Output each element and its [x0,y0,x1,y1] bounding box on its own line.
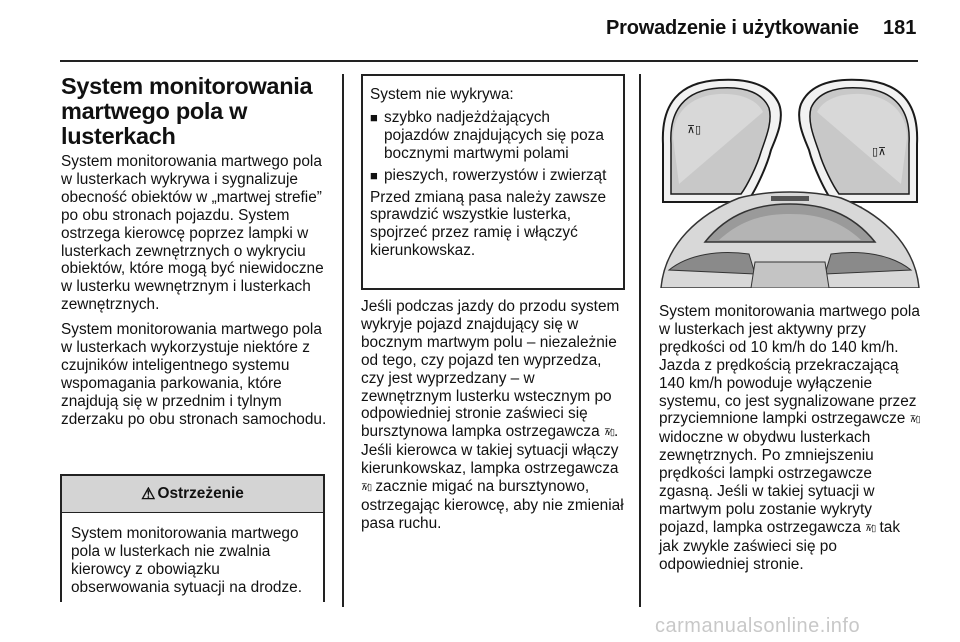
text-run: zacznie migać na bursztynowo, ostrzegając kierowcę, aby nie zmieniał pasa ruchu. [361,478,624,532]
bullet-icon: ■ [370,167,378,183]
info-box-intro: System nie wykrywa: [370,86,514,103]
blind-spot-warning-icon: ⊼⁄▯ [865,522,876,533]
list-item-text: pieszych, rowerzystów i zwierząt [384,166,607,184]
column-divider-1 [342,74,344,607]
section-paragraph-1: System monitorowania martwego pola w lusterkach wykrywa i sygnalizuje obecność obiektów w „martwej strefie” po obu stronach pojazdu. System ostrzega kierowcę poprzez lampki w lusterkach zewnętrznych o wykryciu obiektów, które mogą być niewidoczne w lusterku wewnętrznym i lusterkach zewnętrznych. [61,153,324,314]
info-box-note: Przed zmianą pasa należy zawsze sprawdzić wszystkie lusterka, spojrzeć przez ramię i włączyć kierunkowskaz. [370,188,607,260]
section-title: System monitorowania martwego pola w lusterkach [61,73,313,149]
text-run: Jeśli podczas jazdy do przodu system wykryje pojazd znajdujący się w bocznym martwym polu – niezależnie od tego, czy pojazd ten wyprzedza, czy jest wyprzedzany – w zewnętrznym lusterku wstecznym po odpowiedniej stronie zaświeci się bursztynowa lampka ostrzegawcza [361,298,620,441]
column-1 [61,74,327,436]
page-number: 181 [883,17,917,39]
header-title: Prowadzenie i użytkowanie [606,17,859,39]
section-paragraph-2: System monitorowania martwego pola w lusterkach wykorzystuje niektóre z czujników inteligentnego systemu wspomagania parkowania, które znajdują się w przednim i tylnym zderzaku po obu stronach samochodu. [61,321,327,428]
car-rear-image [661,192,919,288]
warning-box [60,474,325,602]
header-divider [60,60,918,62]
info-box [361,74,625,290]
bullet-icon: ■ [370,109,378,125]
svg-text:⊼▯: ⊼▯ [687,123,702,136]
watermark-text: carmanualsonline.info [655,615,861,637]
blind-spot-warning-icon: ⊼⁄▯ [361,482,372,493]
column-3-text [659,303,923,581]
list-item-text: szybko nadjeżdżających pojazdów znajdujących się poza bocznymi martwymi polami [384,108,604,162]
list-item [370,167,615,185]
column-divider-2 [639,74,641,607]
blind-spot-warning-icon: ⊼⁄▯ [603,427,614,438]
column-2-text [361,298,626,540]
svg-text:▯⊼: ▯⊼ [872,145,887,158]
warning-triangle-icon: ⚠ [141,486,156,503]
mirror-illustration [659,74,921,288]
info-box-list [370,109,615,185]
text-run: System monitorowania martwego pola w lusterkach jest aktywny przy prędkości od 10 km/h do 140 km/h. Jazda z prędkością przekraczającą 140 km/h powoduje wyłączenie systemu, co jest sygnalizowane przez przyciemnione lampki ostrzegawcze [659,303,920,428]
text-run: tak jak zwykle zaświeci się po odpowiedniej stronie. [659,518,901,573]
column-3-paragraph [659,303,923,574]
warning-text: System monitorowania martwego pola w lusterkach nie zwalnia kierowcy z obowiązku obserwowania sytuacji na drodze. [71,525,302,596]
column-2-paragraph [361,298,626,533]
text-run: . Jeśli kierowca w takiej sytuacji włączy kierunkowskaz, lampka ostrzegawcza [361,423,619,478]
warning-header [62,476,323,513]
blind-spot-warning-icon: ⊼⁄▯ [909,414,920,425]
list-item [370,109,615,163]
page-header [0,0,960,62]
text-run: widoczne w obydwu lusterkach zewnętrznych. Po zmniejszeniu prędkości lampki ostrzegawcze zgasną. Jeśli w takiej sytuacji w martwym polu zostanie wykryty pojazd, lampka ostrzegawcza [659,429,875,536]
warning-title: Ostrzeżenie [157,485,244,502]
